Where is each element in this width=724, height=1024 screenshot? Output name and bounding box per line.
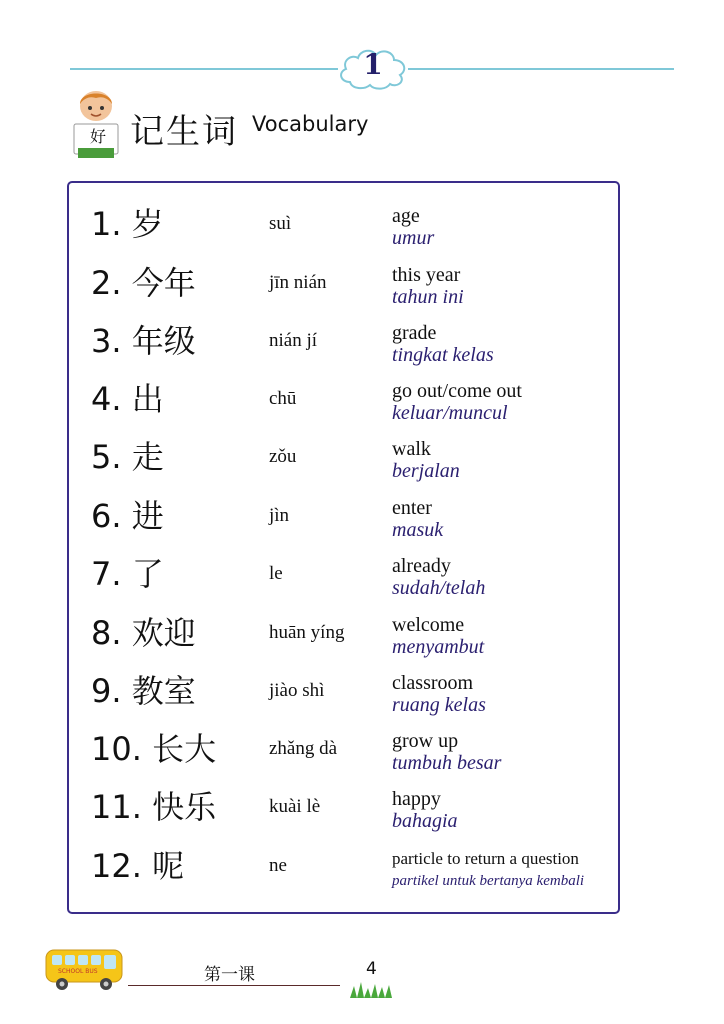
bus-label: SCHOOL BUS bbox=[58, 968, 98, 975]
header-divider-right bbox=[408, 68, 674, 70]
page-title-chinese: 记生词 bbox=[130, 112, 238, 152]
vocab-row-3 bbox=[69, 300, 622, 366]
vocab-row-10 bbox=[69, 708, 622, 774]
vocab-word: 5. 走 bbox=[91, 438, 164, 476]
vocab-pinyin: huān yíng bbox=[269, 622, 345, 643]
vocab-pinyin: jìn bbox=[269, 505, 290, 526]
footer-lesson-title: 第一课 bbox=[204, 965, 255, 985]
vocab-row-6 bbox=[69, 475, 622, 541]
vocab-english: go out/come out bbox=[392, 380, 522, 402]
vocab-pinyin: kuài lè bbox=[269, 796, 321, 817]
vocab-row-7 bbox=[69, 533, 622, 599]
vocab-malay: bahagia bbox=[392, 810, 458, 832]
footer-divider bbox=[128, 985, 340, 986]
vocab-row-4 bbox=[69, 358, 622, 424]
mascot-sign-text: 好 bbox=[90, 127, 107, 146]
vocab-malay: tahun ini bbox=[392, 286, 464, 308]
vocab-row-2 bbox=[69, 242, 622, 308]
vocabulary-box bbox=[67, 181, 620, 914]
vocab-malay: umur bbox=[392, 227, 435, 249]
school-bus-icon bbox=[44, 942, 126, 992]
vocab-english: grow up bbox=[392, 730, 459, 752]
vocab-pinyin: jiào shì bbox=[269, 680, 325, 701]
vocab-word: 2. 今年 bbox=[91, 264, 196, 302]
vocab-word: 10. 长大 bbox=[91, 730, 217, 768]
grass-icon bbox=[348, 980, 394, 998]
vocab-word: 11. 快乐 bbox=[91, 788, 217, 826]
vocab-malay: berjalan bbox=[392, 460, 460, 482]
vocab-word: 3. 年级 bbox=[91, 322, 196, 360]
vocab-word: 1. 岁 bbox=[91, 205, 164, 243]
vocab-malay: sudah/telah bbox=[392, 577, 486, 599]
vocab-word: 6. 进 bbox=[91, 497, 164, 535]
vocab-malay: keluar/muncul bbox=[392, 402, 508, 424]
vocab-english: particle to return a question bbox=[392, 849, 579, 868]
vocab-row-5 bbox=[69, 416, 622, 482]
vocab-word: 4. 出 bbox=[91, 380, 164, 418]
vocab-english: grade bbox=[392, 322, 437, 344]
vocab-pinyin: chū bbox=[269, 388, 297, 409]
page-title-english: Vocabulary bbox=[252, 112, 369, 136]
lesson-number: 1 bbox=[363, 48, 383, 81]
vocab-word: 8. 欢迎 bbox=[91, 614, 196, 652]
vocab-english: age bbox=[392, 205, 420, 227]
vocab-pinyin: jīn nián bbox=[269, 272, 327, 293]
vocab-malay: ruang kelas bbox=[392, 694, 486, 716]
vocab-pinyin: nián jí bbox=[269, 330, 318, 351]
vocab-word: 7. 了 bbox=[91, 555, 164, 593]
page-number: 4 bbox=[366, 959, 377, 979]
vocab-english: this year bbox=[392, 264, 461, 286]
vocab-malay: partikel untuk bertanya kembali bbox=[392, 873, 585, 889]
vocab-malay: tingkat kelas bbox=[392, 344, 494, 366]
vocab-row-12 bbox=[69, 825, 622, 889]
header-divider-left bbox=[70, 68, 338, 70]
vocab-malay: menyambut bbox=[392, 636, 485, 658]
vocab-row-1 bbox=[69, 183, 622, 249]
vocab-row-9 bbox=[69, 650, 622, 716]
vocab-malay: tumbuh besar bbox=[392, 752, 502, 774]
vocab-malay: masuk bbox=[392, 519, 444, 541]
vocab-row-11 bbox=[69, 766, 622, 832]
vocab-english: classroom bbox=[392, 672, 474, 694]
vocab-pinyin: le bbox=[269, 563, 283, 584]
vocab-word: 12. 呢 bbox=[91, 847, 185, 885]
vocab-pinyin: ne bbox=[269, 855, 287, 876]
vocab-english: enter bbox=[392, 497, 432, 519]
vocab-english: already bbox=[392, 555, 451, 577]
vocab-english: walk bbox=[392, 438, 431, 460]
vocab-pinyin: zhǎng dà bbox=[269, 738, 338, 759]
vocab-english: welcome bbox=[392, 614, 465, 636]
vocab-pinyin: suì bbox=[269, 213, 292, 234]
vocab-pinyin: zǒu bbox=[269, 446, 297, 467]
vocab-row-8 bbox=[69, 592, 622, 658]
vocab-word: 9. 教室 bbox=[91, 672, 196, 710]
vocab-english: happy bbox=[392, 788, 441, 810]
